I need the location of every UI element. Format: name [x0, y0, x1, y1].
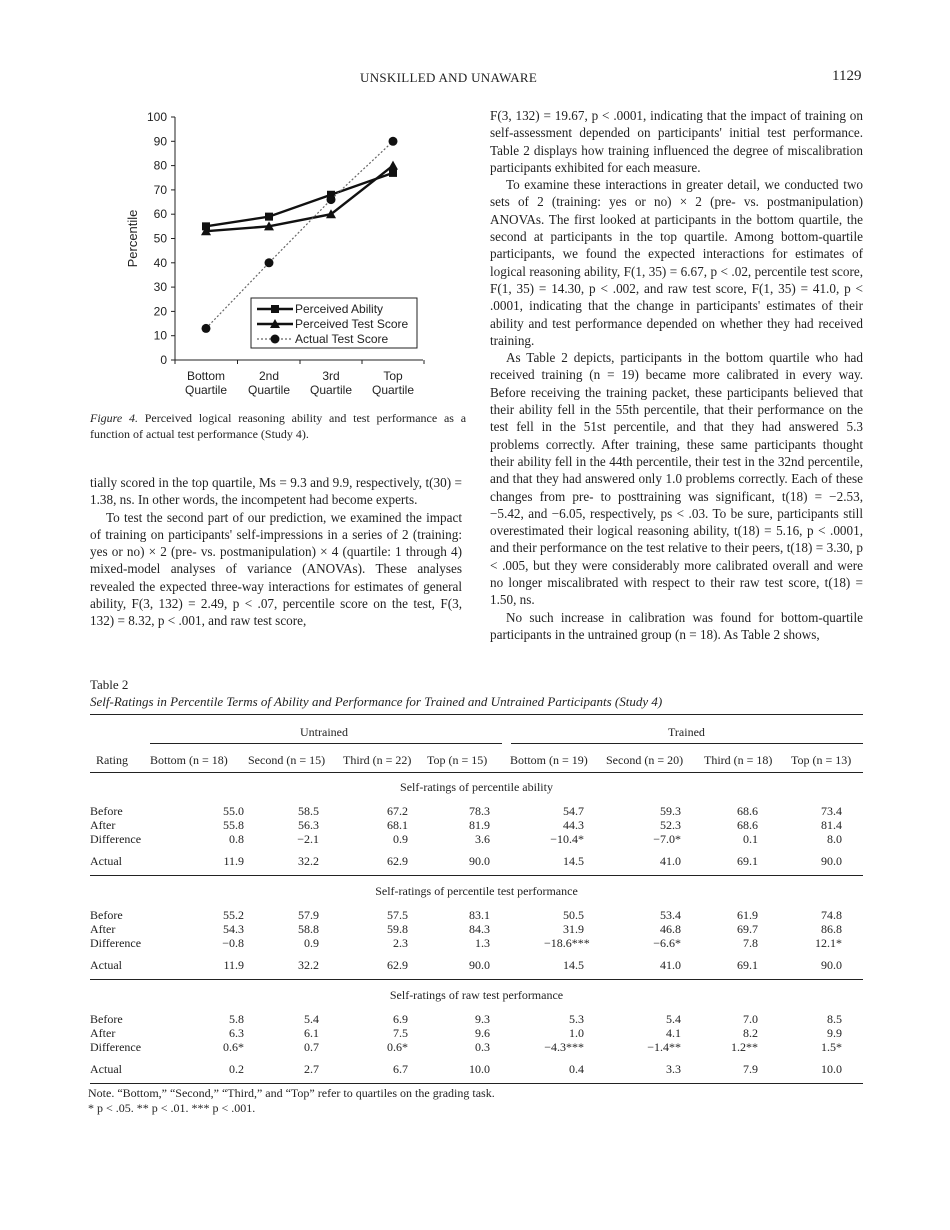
table-cell: 59.8 [387, 922, 408, 936]
table-cell: 12.1* [815, 936, 842, 950]
table-cell: 90.0 [469, 854, 490, 868]
table-cell: −0.8 [222, 936, 244, 950]
left-paragraph-1: tially scored in the top quartile, Ms = 9.3 and 9.9, respectively, t(30) = 1.38, ns. In other words, the incompetent had become experts. [90, 475, 462, 508]
header-rule [90, 772, 863, 773]
row-label: Actual [90, 1062, 122, 1076]
table-cell: 14.5 [563, 854, 584, 868]
right-paragraph-4: No such increase in calibration was found for bottom-quartile participants in the untrained group (n = 18). As Table 2 shows, [490, 609, 863, 642]
table-cell: 0.8 [229, 832, 244, 846]
table-title: Self-Ratings in Percentile Terms of Ability and Performance for Trained and Untrained Participants (Study 4) [90, 694, 663, 709]
table-cell: −18.6*** [544, 936, 590, 950]
table-cell: 0.2 [229, 1062, 244, 1076]
row-label: Before [90, 804, 123, 818]
data-point-circle [327, 195, 336, 204]
row-label: After [90, 922, 116, 936]
row-label: Actual [90, 854, 122, 868]
row-label: After [90, 818, 116, 832]
data-point-triangle [388, 161, 398, 170]
table-cell: 5.4 [666, 1012, 681, 1026]
table-top-rule [90, 714, 863, 715]
table-cell: 3.3 [666, 1062, 681, 1076]
x-tick-label: Quartile [371, 383, 415, 397]
left-column-text [90, 474, 462, 630]
column-header: Top (n = 15) [427, 753, 488, 767]
y-tick-label: 90 [153, 134, 167, 149]
table-cell: 0.9 [304, 936, 319, 950]
column-header: Bottom (n = 19) [510, 753, 588, 767]
table-cell: 68.6 [737, 818, 758, 832]
table-cell: −4.3*** [544, 1040, 584, 1054]
section-rule [90, 979, 863, 980]
table-cell: 14.5 [563, 958, 584, 972]
table-cell: 8.5 [827, 1012, 842, 1026]
section-rule [90, 875, 863, 876]
series-line [206, 173, 393, 226]
table-cell: 5.8 [229, 1012, 244, 1026]
table-cell: 74.8 [821, 908, 842, 922]
column-header: Second (n = 20) [606, 753, 684, 767]
x-tick-label: 3rd [322, 369, 340, 383]
table-cell: −10.4* [550, 832, 584, 846]
right-column-text [490, 107, 863, 643]
caption-label: Figure 4. [90, 411, 138, 425]
figure-caption [90, 410, 466, 442]
table-cell: 53.4 [660, 908, 681, 922]
table-cell: 1.0 [569, 1026, 584, 1040]
table-cell: 1.2** [731, 1040, 758, 1054]
y-tick-label: 70 [153, 182, 167, 197]
table-cell: 0.1 [743, 832, 758, 846]
table-cell: 61.9 [737, 908, 758, 922]
table-cell: 41.0 [660, 958, 681, 972]
legend-label: Actual Test Score [295, 332, 389, 346]
table-cell: 0.6* [387, 1040, 408, 1054]
section-title: Self-ratings of percentile ability [400, 780, 553, 794]
table-cell: 3.6 [475, 832, 490, 846]
table-cell: 11.9 [223, 854, 244, 868]
row-label: Difference [90, 1040, 142, 1054]
table-cell: 55.0 [223, 804, 244, 818]
table-cell: 46.8 [660, 922, 681, 936]
table-cell: 78.3 [469, 804, 490, 818]
data-point-circle [389, 137, 398, 146]
table-cell: 67.2 [387, 804, 408, 818]
table-cell: 55.8 [223, 818, 244, 832]
table-cell: 1.3 [475, 936, 490, 950]
table-cell: 32.2 [298, 854, 319, 868]
y-tick-label: 30 [153, 280, 167, 295]
table-cell: 0.3 [475, 1040, 490, 1054]
y-tick-label: 0 [160, 353, 167, 367]
row-label: Actual [90, 958, 122, 972]
right-paragraph-3: As Table 2 depicts, participants in the bottom quartile who had received training (n = 19) became more calibrated in every way. Before receiving the training packet, these participants believed that their ability fell in the 55th percentile, that their performance on the test fell in the 51st percentile, and that they had answered 5.3 problems correctly. After training, these same participants thought their ability fell in the 44th percentile, their test in the 32nd percentile, and that they had answered only 1.0 problems correctly. Each of these changes from pre- to posttraining was significant, t(18) = −2.53, −5.42, and −6.05, respectively, ps < .03. To be sure, participants still overestimated their logical reasoning ability, t(18) = 5.16, p < .0001, and their performance on the test relative to their peers, t(18) = 3.30, p < .005, but they were considerably more calibrated overall and were no longer miscalibrated with respect to their raw test score, t(18) = 1.50, ns. [490, 350, 863, 608]
table-cell: 4.1 [666, 1026, 681, 1040]
table-cell: 7.8 [743, 936, 758, 950]
table-cell: 86.8 [821, 922, 842, 936]
column-header: Top (n = 13) [791, 753, 852, 767]
table-cell: 57.5 [387, 908, 408, 922]
table-cell: 83.1 [469, 908, 490, 922]
data-point-circle [271, 335, 280, 344]
x-tick-label: Bottom [186, 369, 226, 383]
table-cell: 54.3 [223, 922, 244, 936]
table-cell: 58.5 [298, 804, 319, 818]
row-label: Difference [90, 832, 142, 846]
x-tick-label: Quartile [184, 383, 228, 397]
y-tick-label: 50 [153, 231, 167, 246]
table-cell: 8.2 [743, 1026, 758, 1040]
untrained-group-rule [150, 743, 502, 744]
table-notes [88, 1086, 495, 1116]
x-tick-label: Quartile [247, 383, 291, 397]
data-point-circle [265, 258, 274, 267]
table-cell: 84.3 [469, 922, 490, 936]
row-header: Rating [96, 753, 128, 767]
y-tick-label: 60 [153, 207, 167, 222]
table-cell: 0.6* [223, 1040, 244, 1054]
table-cell: 55.2 [223, 908, 244, 922]
section-title: Self-ratings of percentile test performance [375, 884, 578, 898]
table-cell: 6.7 [393, 1062, 408, 1076]
table-cell: 57.9 [298, 908, 319, 922]
table-cell: 5.3 [569, 1012, 584, 1026]
table-cell: 2.7 [304, 1062, 319, 1076]
table-cell: 81.9 [469, 818, 490, 832]
column-header: Third (n = 18) [704, 753, 773, 767]
y-axis-label: Percentile [125, 209, 140, 268]
table-cell: 58.8 [298, 922, 319, 936]
table-cell: 56.3 [298, 818, 319, 832]
table-cell: 6.1 [304, 1026, 319, 1040]
group-label-trained: Trained [668, 725, 705, 739]
table-cell: 73.4 [821, 804, 842, 818]
column-header: Second (n = 15) [248, 753, 326, 767]
x-tick-label: Top [383, 369, 403, 383]
table-cell: −7.0* [653, 832, 681, 846]
group-label-untrained: Untrained [300, 725, 348, 739]
table-cell: 90.0 [469, 958, 490, 972]
table-cell: 62.9 [387, 958, 408, 972]
table-cell: 7.9 [743, 1062, 758, 1076]
x-tick-label: 2nd [258, 369, 280, 383]
table-cell: 41.0 [660, 854, 681, 868]
table-cell: 54.7 [563, 804, 584, 818]
table-cell: 9.3 [475, 1012, 490, 1026]
table-cell: 9.6 [475, 1026, 490, 1040]
table-cell: 90.0 [821, 958, 842, 972]
table-cell: 11.9 [223, 958, 244, 972]
table-cell: 0.4 [569, 1062, 584, 1076]
table-cell: 68.6 [737, 804, 758, 818]
table-cell: −1.4** [647, 1040, 681, 1054]
left-paragraph-2: To test the second part of our prediction, we examined the impact of training on participants' self-impressions in a series of 2 (training: yes or no) × 2 (pre- vs. postmanipulation) × 4 (quartile: 1 through 4) mixed-model analyses of variance (ANOVAs). These analyses revealed the expected three-way interactions for estimates of general ability, F(3, 132) = 2.49, p < .07, percentile score on the test, F(3, 132) = 8.32, p < .001, and raw test score, [90, 509, 462, 629]
table-cell: 10.0 [821, 1062, 842, 1076]
right-paragraph-1: F(3, 132) = 19.67, p < .0001, indicating that the impact of training on self-assessment depended on participants' initial test performance. Table 2 displays how training influenced the degree of miscalibration participants exhibited for each measure. [490, 108, 863, 175]
table-cell: 31.9 [563, 922, 584, 936]
y-tick-label: 100 [146, 110, 167, 124]
table-cell: −2.1 [297, 832, 319, 846]
y-tick-label: 20 [153, 304, 167, 319]
table-cell: 9.9 [827, 1026, 842, 1040]
table-bottom-rule [90, 1083, 863, 1084]
table-cell: 69.1 [737, 958, 758, 972]
column-header: Bottom (n = 18) [150, 753, 228, 767]
table-cell: 2.3 [393, 936, 408, 950]
table-cell: 7.5 [393, 1026, 408, 1040]
running-title: UNSKILLED AND UNAWARE [360, 70, 538, 85]
y-tick-label: 10 [153, 328, 167, 343]
table-cell: 50.5 [563, 908, 584, 922]
table-cell: 69.7 [737, 922, 758, 936]
column-header: Third (n = 22) [343, 753, 412, 767]
table-cell: 7.0 [743, 1012, 758, 1026]
row-label: After [90, 1026, 116, 1040]
table-cell: 0.9 [393, 832, 408, 846]
y-tick-label: 40 [153, 255, 167, 270]
table-cell: 68.1 [387, 818, 408, 832]
table-cell: 62.9 [387, 854, 408, 868]
table-cell: 6.9 [393, 1012, 408, 1026]
table-cell: 5.4 [304, 1012, 319, 1026]
table-note: Note. “Bottom,” “Second,” “Third,” and “Top” refer to quartiles on the grading task. [88, 1086, 495, 1100]
table-cell: 10.0 [469, 1062, 490, 1076]
section-title: Self-ratings of raw test performance [389, 988, 564, 1002]
page-number: 1129 [832, 68, 862, 84]
table-cell: 1.5* [821, 1040, 842, 1054]
legend-label: Perceived Ability [295, 302, 384, 316]
data-point-square [389, 169, 397, 177]
row-label: Before [90, 1012, 123, 1026]
table-cell: 59.3 [660, 804, 681, 818]
table-cell: 8.0 [827, 832, 842, 846]
x-tick-label: Quartile [309, 383, 353, 397]
line-chart [90, 100, 470, 400]
row-label: Before [90, 908, 123, 922]
table-label: Table 2 [90, 677, 129, 692]
data-point-square [271, 305, 279, 313]
table-cell: 6.3 [229, 1026, 244, 1040]
table-cell: 52.3 [660, 818, 681, 832]
table-cell: 0.7 [304, 1040, 319, 1054]
table-cell: 32.2 [298, 958, 319, 972]
figure-4 [90, 100, 470, 400]
right-paragraph-2: To examine these interactions in greater detail, we conducted two sets of 2 (training: yes or no) × 2 (pre- vs. postmanipulation) ANOVAs. The first looked at participants in the bottom quartile, the second at participants in the top quartile. Among bottom-quartile participants, we found the expected interactions for estimates of logical reasoning ability, F(1, 35) = 6.67, p < .02, percentile test score, F(1, 35) = 14.30, p < .002, and raw test score, F(1, 35) = 41.0, p < .0001, indicating that the change in participants' estimates of their ability and test performance depended on whether they had received training. [490, 177, 863, 348]
y-tick-label: 80 [153, 158, 167, 173]
data-point-circle [202, 324, 211, 333]
table-cell: 90.0 [821, 854, 842, 868]
table-cell: −6.6* [653, 936, 681, 950]
trained-group-rule [511, 743, 863, 744]
table-cell: 69.1 [737, 854, 758, 868]
data-point-square [265, 213, 273, 221]
table-cell: 44.3 [563, 818, 584, 832]
legend-label: Perceived Test Score [295, 317, 409, 331]
row-label: Difference [90, 936, 142, 950]
table-cell: 81.4 [821, 818, 842, 832]
significance-note: * p < .05. ** p < .01. *** p < .001. [88, 1101, 256, 1115]
caption-text: Perceived logical reasoning ability and test performance as a function of actual test performance (Study 4). [90, 411, 467, 441]
